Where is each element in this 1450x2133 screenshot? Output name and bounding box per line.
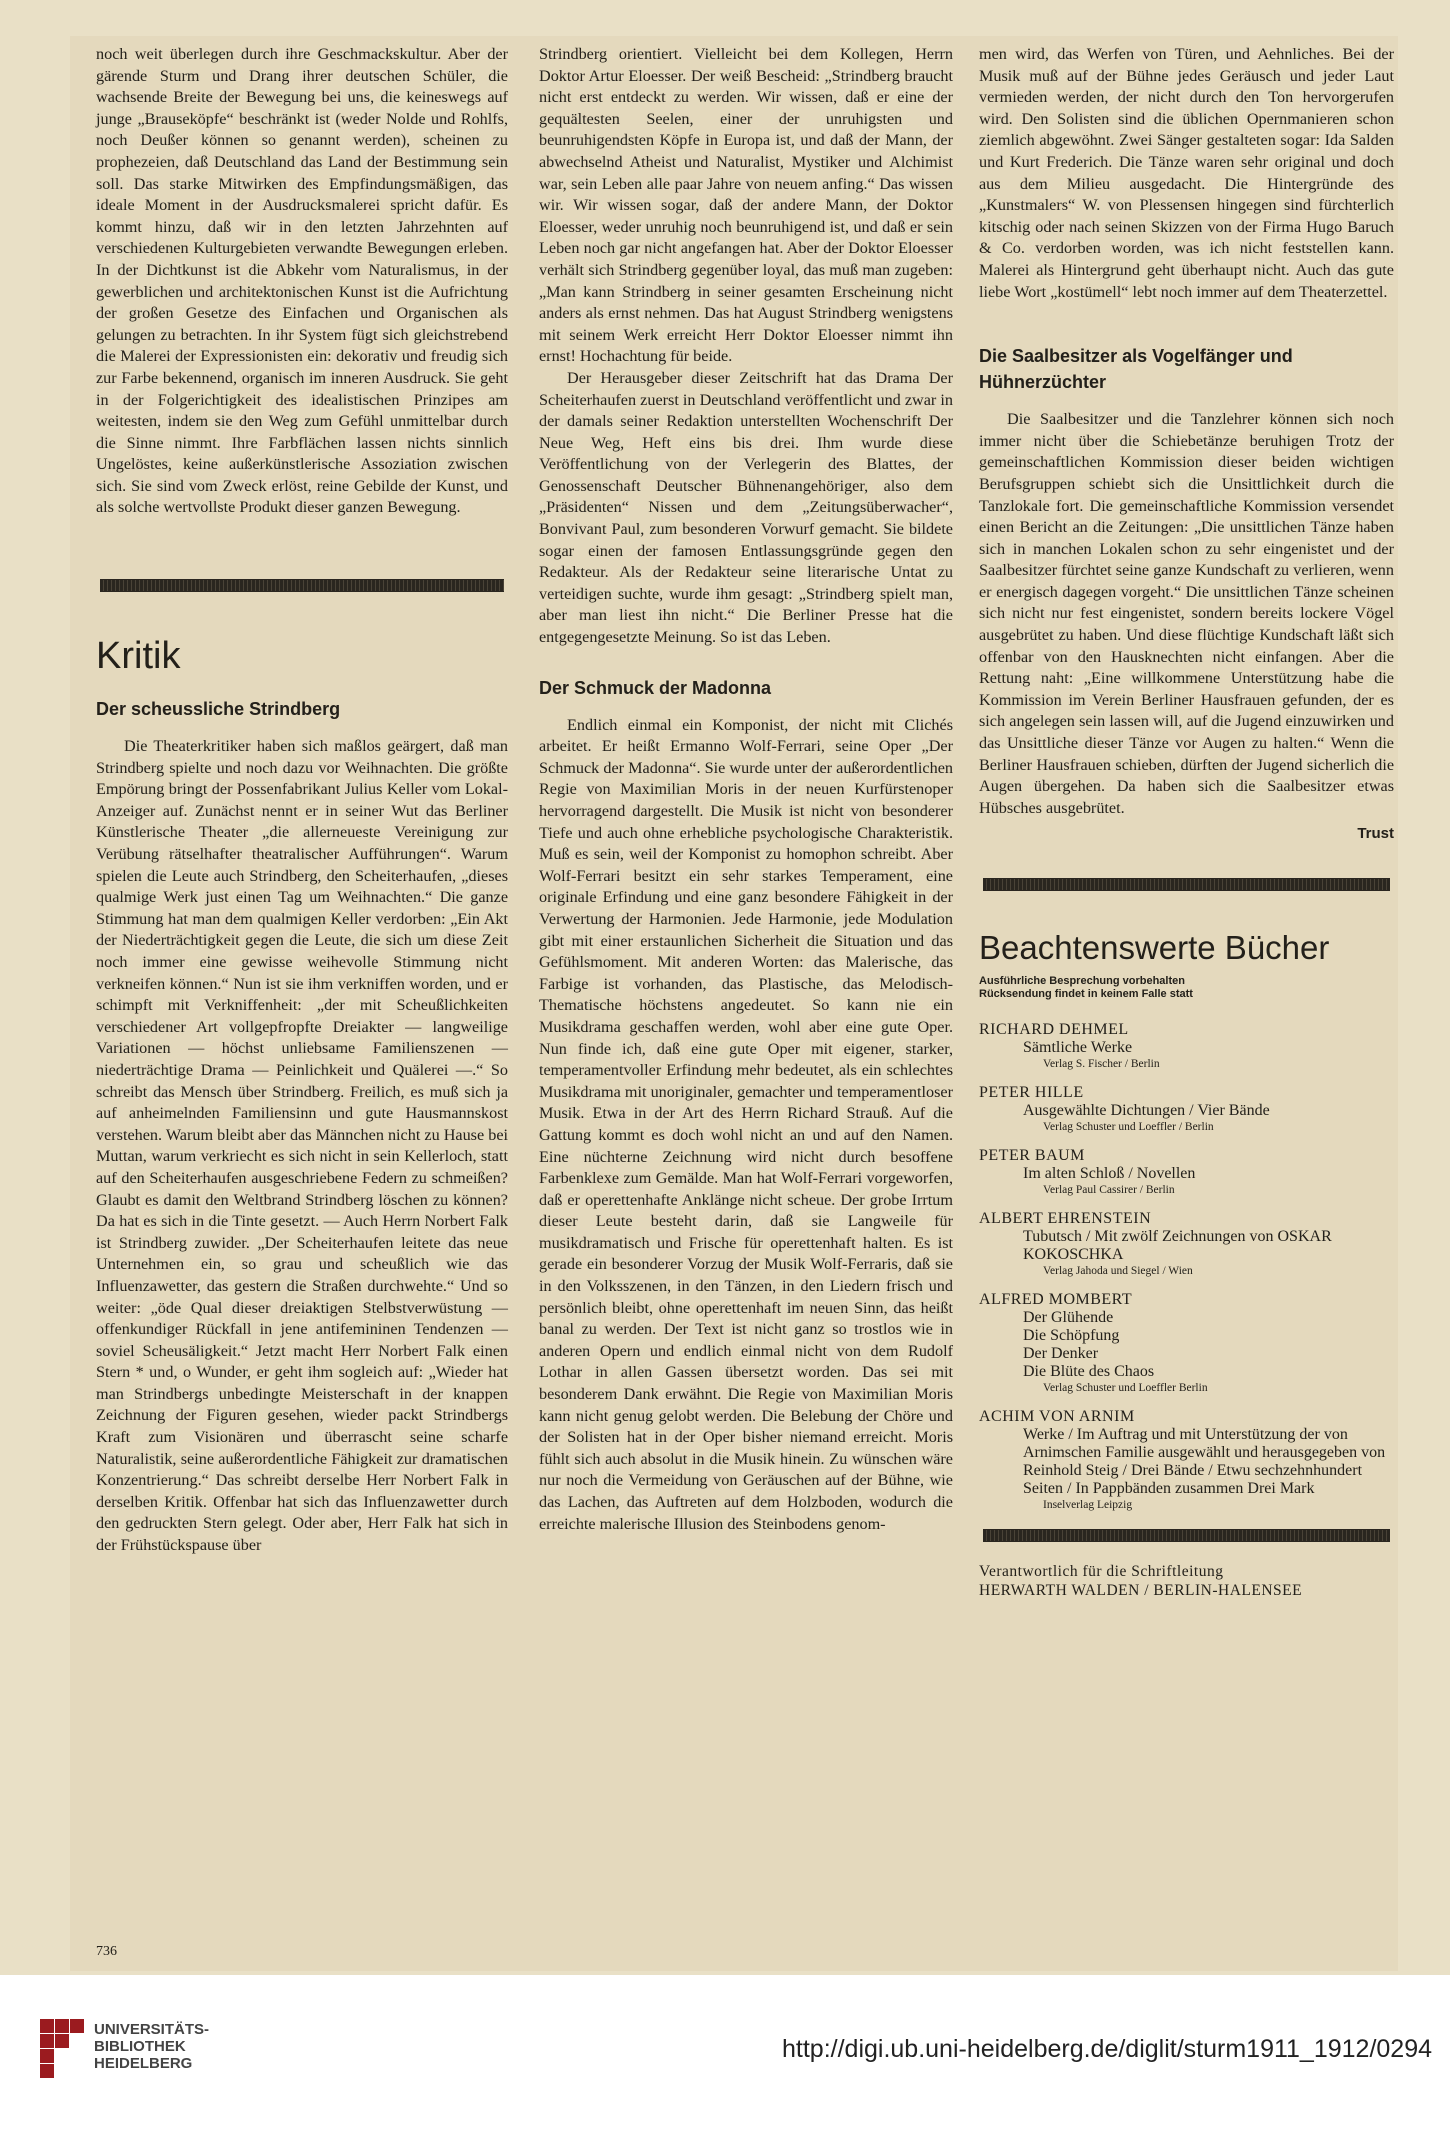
col2-paragraph-1: Strindberg orientiert. Vielleicht bei dem Kollegen, Herrn Doktor Artur Eloesser. Der weiß Bescheid: „Strindberg braucht nicht erst entdeckt zu werden. Wir wissen, daß er eine der gequältesten Seelen, einer der unruhigsten und beunruhigendsten Köpfe in Europa ist, und daß der Mann, der abwechselnd Atheist und Naturalist, Mystiker und Alchimist war, sein Leben alle paar Jahre von neuem anfing.“ Das wissen wir. Wir wissen sogar, daß der andere Mann, der Doktor Eloesser, weder unruhig noch beunruhigend ist, und daß er sein Leben noch gar nicht angefangen hat. Aber der Doktor Eloesser verhält sich Strindberg gegenüber loyal, das muß man zugeben: „Man kann Strindberg in seiner gesamten Erscheinung nicht anders als ernst nehmen. Das hat August Strindberg wenigstens mit seinem Werk erreicht Herr Doktor Eloesser nimmt ihn ernst! Hochachtung für beide. [539,45,953,366]
library-logo-icon [40,2019,84,2079]
books-note [979,975,1394,1001]
book-publisher: Verlag Schuster und Loeffler / Berlin [1043,1121,1214,1134]
section-divider [100,579,504,592]
imprint-line-1: Verantwortlich für die Schriftleitung [979,1563,1224,1581]
column-1 [96,44,508,1557]
book-author: ALFRED MOMBERT [979,1291,1133,1309]
library-name-line: BIBLIOTHEK [94,2038,186,2055]
imprint-line-2: HERWARTH WALDEN / BERLIN-HALENSEE [979,1582,1303,1600]
book-entry [979,1408,1394,1513]
book-author: PETER HILLE [979,1084,1084,1102]
books-note-line-1: Ausführliche Besprechung vorbehalten [979,975,1185,988]
book-entry [979,1291,1394,1396]
book-title: Der Denker [1023,1345,1099,1363]
book-author: ALBERT EHRENSTEIN [979,1210,1152,1228]
article-heading-madonna: Der Schmuck der Madonna [539,677,772,698]
books-section-title: Beachtenswerte Bücher [979,929,1330,967]
article-signature: Trust [1357,825,1394,843]
col2-paragraph-2: Der Herausgeber dieser Zeitschrift hat das Drama Der Scheiterhaufen zuerst in Deutschland veröffentlicht und zwar in der damals seiner Redaktion unterstellten Wochenschrift Der Neue Weg, Heft eins bis drei. Ihm wurde diese Veröffentlichung von der Verlegerin des Blattes, der Genossenschaft Deutscher Bühnenangehöriger, also dem „Präsidenten“ Nissen und dem „Zeitungsüberwacher“, Bonvivant Paul, zum besonderen Vorwurf gemacht. Sie bildete sogar einen der famosen Entlassungsgründe gegen den Redakteur. Als der Redakteur seine literarische Untat zu verteidigen suchte, wurde ihm gesagt: „Strindberg spielt man, aber man liest ihn nicht.“ Die Berliner Presse hat die entgegengesetzte Meinung. So ist das Leben. [539,368,953,647]
book-title: Tubutsch / Mit zwölf Zeichnungen von OSKAR KOKOSCHKA [1023,1228,1332,1264]
book-publisher: Verlag S. Fischer / Berlin [1043,1058,1160,1071]
library-name-line: UNIVERSITÄTS- [94,2021,210,2038]
library-footer [0,1975,1450,2133]
col3-paragraph-2: Die Saalbesitzer und die Tanzlehrer können sich noch immer nicht über die Schiebetänze beruhigen Trotz der gemeinschaftlichen Kommission dieser beiden wichtigen Berufsgruppen schiebt sich die Unsittlichkeit durch die Tanzlokale fort. Die gemeinschaftliche Kommission versendet einen Bericht an die Zeitungen: „Die unsittlichen Tänze haben sich in manchen Lokalen schon zu sehr eingenistet und der Saalbesitzer fürchtet seine ganze Kundschaft zu verlieren, wenn er energisch dagegen vorgeht.“ Die unsittlichen Tänze scheinen sich nicht nur fest eingenistet, sondern bereits lockere Vögel ausgebrütet zu haben. Und diese flüchtige Kundschaft läßt sich offenbar von den Hausknechten nicht einfangen. Aber die Rettung naht: „Eine willkommene Unterstützung habe die Kommission im Verein Berliner Hausfrauen gefunden, der es sich angelegen sein lassen will, auf die Jugend einzuwirken und das Unsittliche dieser Tänze vor Augen zu halten.“ Wenn die Berliner Hausfrauen schieben, dürften der Jugend sicherlich die Augen übergehen. Da haben sich die Saalbesitzer etwas Hübsches ausgebrütet. [979,410,1394,817]
book-publisher: Verlag Jahoda und Siegel / Wien [1043,1265,1193,1278]
col3-paragraph-1: men wird, das Werfen von Türen, und Aehnliches. Bei der Musik muß auf der Bühne jedes Geräusch und jeder Laut vermieden werden, der nicht durch den Ton hervorgerufen wird. Den Solisten sind die üblichen Opernmanieren schon ziemlich abgewöhnt. Zwei Sänger gestalteten sogar: Ida Salden und Kurt Frederich. Die Tänze waren sehr original und doch aus dem Milieu ausgedacht. Die Hintergründe des „Kunstmalers“ W. von Plessensen hingegen sind fürchterlich kitschig oder nach seinen Skizzen von der Firma Hugo Baruch & Co. verdorben worden, was ich nicht feststellen kann. Malerei als Hintergrund geht überhaupt nicht. Auch das gute liebe Wort „kostümell“ lebt noch immer auf dem Theaterzettel. [979,45,1394,301]
book-title: Sämtliche Werke [1023,1039,1133,1057]
newspaper-page [70,36,1398,1971]
section-divider [983,878,1390,891]
book-entry [979,1147,1394,1198]
section-title-kritik: Kritik [96,635,181,678]
library-name [94,2021,209,2072]
book-author: RICHARD DEHMEL [979,1021,1129,1039]
book-title: Werke / Im Auftrag und mit Unterstützung der von Arnimschen Familie ausgewählt und herausgegeben von Reinhold Steig / Drei Bände / Etwu sechzehnhundert Seiten / In Pappbänden zusammen Drei Mark [1023,1426,1386,1498]
book-entry [979,1021,1394,1072]
article-heading-strindberg: Der scheussliche Strindberg [96,699,341,720]
book-author: PETER BAUM [979,1147,1085,1165]
book-title: Im alten Schloß / Novellen [1023,1165,1196,1183]
books-note-line-2: Rücksendung findet in keinem Falle statt [979,988,1193,1001]
book-title: Die Blüte des Chaos [1023,1363,1155,1381]
col1-paragraph-1: noch weit überlegen durch ihre Geschmackskultur. Aber der gärende Sturm und Drang ihrer deutschen Schüler, die wachsende Breite der Bewegung bei uns, die keineswegs auf junge „Brauseköpfe“ beschränkt ist (weder Nolde und Rohlfs, noch Deußer können so genannt werden), scheinen zu prophezeien, daß Deutschland das Land der Bestimmung sein soll. Das starke Mitwirken des Empfindungsmäßigen, das ideale Moment in der Ausdrucksmalerei spricht dafür. Es kommt hinzu, daß wir in den letzten Jahrzehnten auf verschiedenen Kulturgebieten verwandte Bewegungen erleben. In der Dichtkunst ist die Abkehr vom Naturalismus, in der gewerblichen und architektonischen Kunst ist die Aufrichtung der großen Gesetze des Einfachen und Organischen als gelungen zu betrachten. In ihr System fügt sich gleichstrebend die Malerei der Expressionisten ein: dekorativ und freudig sich zur Farbe bekennend, organisch im inneren Ausdruck. Sie geht in der Folgerichtigkeit des idealistischen Prinzipes am weitesten, indem sie den Weg zum Gefühl unmittelbar durch die Sinne nimmt. Ihre Farbflächen lassen nichts sinnlich Ungelöstes, keine außerkünstlerische Assoziation zwischen sich. Sie sind vom Zweck erlöst, reine Gebilde der Kunst, und als solche wertvollste Produkt dieser ganzen Bewegung. [96,45,508,517]
book-publisher: Verlag Schuster und Loeffler Berlin [1043,1382,1208,1395]
column-3 [979,44,1394,1600]
book-title: Die Schöpfung [1023,1327,1120,1345]
col1-paragraph-2: Die Theaterkritiker haben sich maßlos geärgert, daß man Strindberg spielte und noch dazu vor Weihnachten. Die größte Empörung bringt der Possenfabrikant Julius Keller vom Lokal-Anzeiger auf. Zunächst nennt er in seiner Wut das Berliner Künstlerische Theater „die allerneueste Vereinigung zur Verübung rätselhafter theatralischer Aufführungen“. Warum spielen die Leute auch Strindberg, den Scheiterhaufen, „dieses qualmige Werk just einen Tag um Weihnachten.“ Die ganze Stimmung hat man dem qualmigen Keller verdorben: „Ein Akt der Niederträchtigkeit gegen die Leute, die sich um diese Zeit noch immer eine gewisse weihevolle Stimmung nicht verkneifen können.“ Nun ist sie ihm verkniffen worden, und er schimpft mit Verkniffenheit: „der mit Scheußlichkeiten verschiedener Art vollgepfropfte Dreiakter — langweilige Variationen — höchst unliebsame Familienszenen — niederträchtige Drama — Peinlichkeit und Quälerei —.“ So schreibt das Mensch über Strindberg. Freilich, es muß sich ja auf anheimelnden Familiensinn und gute Hausmannskost verstehen. Warum bleibt aber das Männchen nicht zu Hause bei Muttan, warum verkriecht es sich nicht in sein Kellerloch, statt auf den Scheiterhaufen ausgeschriebene Federn zu schmeißen? Glaubt es damit den Weltbrand Strindberg löschen zu können? Da hat es sich in die Tinte gesetzt. — Auch Herrn Norbert Falk ist Strindberg zuwider. „Der Scheiterhaufen leitete das neue Unternehmen ein, so grau und scheußlich wie das Influenzawetter, das gestern die Straßen durchwehte.“ Und so weiter: „öde Qual dieser dreiaktigen Stelbstverwüstung — offenkundiger Rückfall in jene antifemininen Tendenzen — soviel Scheusäligkeit.“ Jetzt macht Herr Norbert Falk einen Stern * und, o Wunder, er geht ihm sogleich auf: „Wieder hat man Strindbergs unbedingte Meisterschaft in der knappen Zeichnung der Figuren gesehen, wieder packt Strindbergs Kraft zum Visionären und überrascht seine scharfe Naturalistik, seine außerordentliche Fähigkeit zur dramatischen Konzentrierung.“ Das schreibt derselbe Herr Norbert Falk in derselben Kritik. Offenbar hat sich das Influenzawetter durch den gedruckten Stern gelegt. Oder aber, Herr Falk hat sich in der Frühstückspause über [96,737,508,1555]
page-number: 736 [96,1944,117,1959]
section-divider [983,1529,1390,1542]
book-entry [979,1210,1394,1279]
col2-paragraph-3: Endlich einmal ein Komponist, der nicht mit Clichés arbeitet. Er heißt Ermanno Wolf-Ferrari, seine Oper „Der Schmuck der Madonna“. Sie wurde unter der außerordentlichen Regie von Maximilian Moris in der neuen Kurfürstenoper hervorragend dargestellt. Die Musik ist nicht von besonderer Tiefe und auch ohne erhebliche psychologische Charakteristik. Muß es sein, weil der Komponist zu homophon schreibt. Aber Wolf-Ferrari besitzt ein sehr starkes Temperament, eine originale Erfindung und eine ganz besondere Fähigkeit in der Verwertung der Harmonien. Jede Harmonie, jede Modulation gibt mit einer erstaunlichen Sicherheit die Situation und das Gefühlsmoment. Mit anderen Worten: das Malerische, das Farbige ist vorhanden, das Plastische, das Melodisch-Thematische höchstens angedeutet. So kann nie ein Musikdrama geschaffen werden, wohl aber eine gute Oper. Nun finde ich, daß eine gute Oper mit eigener, starker, temperamentvoller Erfindung mehr bedeutet, als ein schlechtes Musikdrama mit unoriginaler, gemachter und temperamentloser Musik. Etwa in der Art des Herrn Richard Strauß. Auf die Gattung kommt es doch wohl nicht an und auf den Namen. Eine nüchterne Zeichnung wird nicht durch besoffene Farbenklexe zum Gemälde. Man hat Wolf-Ferrari vorgeworfen, daß er operettenhafte Anklänge nicht scheue. Der grobe Irrtum dieser Leute besteht darin, daß sie Langweile für musikdramatisch und Frische für operettenhaft halten. Es ist gerade ein besonderer Vorzug der Musik Wolf-Ferraris, daß sie in den Volksszenen, in den Tänzen, in den Liedern frisch und persönlich bleibt, ohne operettenhaft im neuen Sinn, das heißt banal zu werden. Der Text ist nicht ganz so trostlos wie in anderen Opern und endlich einmal nicht von dem Rudolf Lothar in allen Gassen übersetzt worden. Das sei mit besonderem Dank erwähnt. Die Regie von Maximilian Moris kann nicht genug gelobt werden. Die Belebung der Chöre und der Solisten hat in der Oper bisher niemand erreicht. Moris fühlt sich auch absolut in die Musik hinein. Zu wünschen wäre nur noch die Vermeidung von Geräuschen auf der Bühne, wie das Lachen, das Auftreten auf dem Holzboden, wodurch die erreichte malerische Illusion des Steinbodens genom- [539,715,953,1533]
column-2 [539,44,953,1535]
book-publisher: Verlag Paul Cassirer / Berlin [1043,1184,1175,1197]
book-list [979,1021,1394,1513]
article-heading-saalbesitzer: Die Saalbesitzer als Vogelfänger und Hühnerzüchter [979,346,1293,393]
book-author: ACHIM VON ARNIM [979,1408,1135,1426]
source-url[interactable]: http://digi.ub.uni-heidelberg.de/diglit/sturm1911_1912/0294 [782,2035,1432,2063]
book-title: Der Glühende [1023,1309,1114,1327]
library-name-line: HEIDELBERG [94,2055,193,2072]
book-title: Ausgewählte Dichtungen / Vier Bände [1023,1102,1270,1120]
book-publisher: Inselverlag Leipzig [1043,1499,1133,1512]
book-entry [979,1084,1394,1135]
